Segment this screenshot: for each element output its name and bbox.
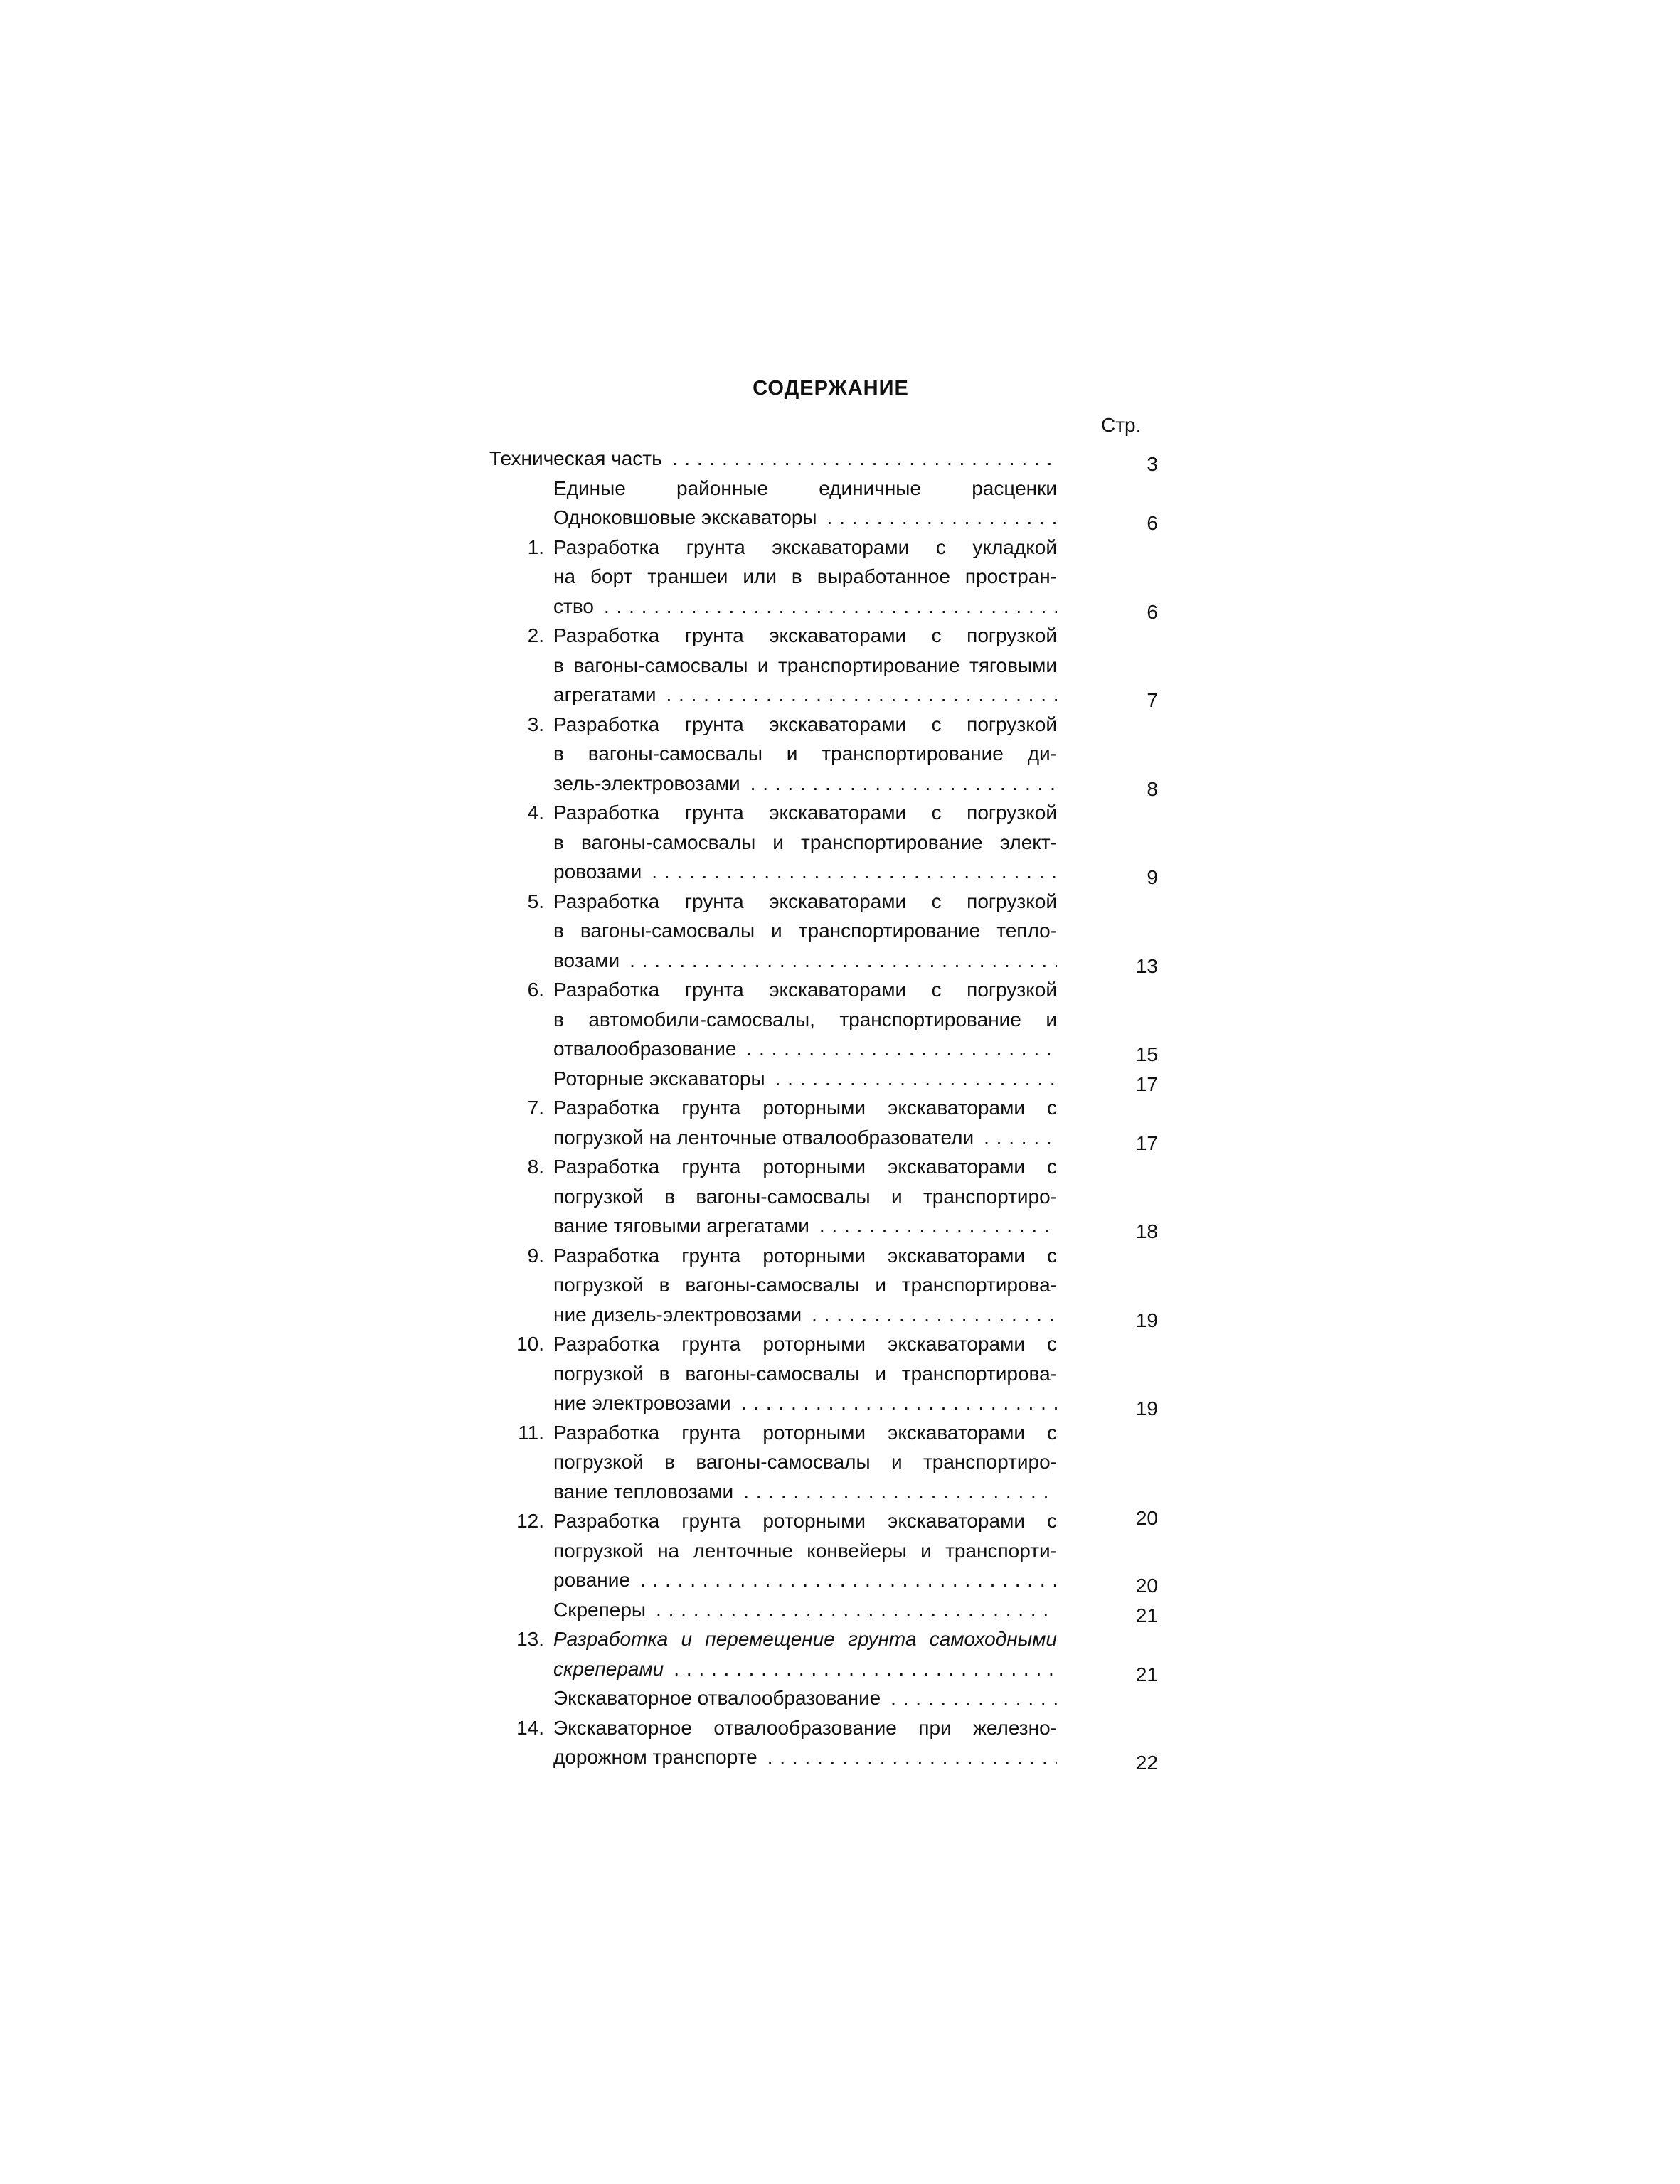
toc-entry-line-leader: Экскаваторное отвалообразование . . .	[553, 1683, 1057, 1713]
toc-entry-line-leader: погрузкой на ленточные отвалообразователи . . .	[553, 1123, 1057, 1153]
dot-leader	[652, 857, 1057, 887]
toc-entry-line: погрузкой на ленточные конвейеры и транспорти-	[553, 1539, 1057, 1562]
toc-entry-line: Разработка грунта экскаваторами с погрузкой	[553, 801, 1057, 824]
toc-entry-number: 3.	[527, 713, 544, 735]
page-column-header: Стр.	[1101, 414, 1142, 436]
toc-entry-line-leader: скреперами . . .	[553, 1654, 1057, 1684]
toc-entry	[489, 1152, 1172, 1241]
dot-leader	[666, 680, 1057, 710]
toc-entry-line: на борт траншеи или в выработанное простран-	[553, 565, 1057, 587]
toc-entry-line-leader: Одноковшовые экскаваторы . . .	[553, 503, 1057, 533]
toc-entry-number: 12.	[516, 1510, 544, 1532]
toc-entry-line-leader: ство . . .	[553, 592, 1057, 622]
dot-leader	[656, 1595, 1057, 1625]
toc-entry-line: Разработка грунта роторными экскаваторами с	[553, 1510, 1057, 1532]
toc-entry-line: погрузкой в вагоны-самосвалы и транспортиро-	[553, 1451, 1057, 1473]
toc-entries	[489, 444, 1172, 1772]
toc-entry-number: 13.	[516, 1628, 544, 1650]
toc-entry-page: 8	[1147, 777, 1158, 800]
toc-entry-line: в вагоны-самосвалы и транспортирование тяговыми	[553, 654, 1057, 676]
toc-entry-line: Разработка грунта роторными экскаваторами с	[553, 1333, 1057, 1355]
toc-entry-line: погрузкой в вагоны-самосвалы и транспортирова-	[553, 1362, 1057, 1385]
dot-leader	[674, 1654, 1057, 1684]
toc-entry-line-leader: возами . . .	[553, 946, 1057, 976]
toc-entry-line-leader: ние электровозами . . .	[553, 1388, 1057, 1418]
toc-entry-page: 17	[1135, 1131, 1158, 1154]
dot-leader	[890, 1683, 1057, 1713]
toc-entry-line: в вагоны-самосвалы и транспортирование тепло-	[553, 920, 1057, 942]
toc-entry-line-leader: зель-электровозами . . .	[553, 769, 1057, 799]
toc-entry	[489, 444, 1172, 474]
toc-entry-page: 19	[1135, 1397, 1158, 1419]
toc-entry-line: Разработка грунта экскаваторами с погрузкой	[553, 713, 1057, 735]
toc-entry	[489, 621, 1172, 710]
toc-entry-page: 13	[1135, 954, 1158, 977]
toc-entry	[489, 474, 1172, 533]
toc-entry-page: 6	[1147, 512, 1158, 534]
dot-leader	[746, 1034, 1057, 1064]
toc-entry-page: 9	[1147, 866, 1158, 888]
toc-entry-line-leader: вание тепловозами . . .	[553, 1477, 1057, 1507]
toc-entry-page: 18	[1135, 1220, 1158, 1242]
dot-leader	[741, 1388, 1057, 1418]
toc-entry-line: в автомобили-самосвалы, транспортирование и	[553, 1008, 1057, 1030]
toc-entry-page: 6	[1147, 600, 1158, 623]
toc-entry-line-leader: Техническая часть . . .	[489, 444, 1057, 474]
toc-entry-line: Разработка и перемещение грунта самоходными	[553, 1628, 1057, 1650]
toc-entry-number: 6.	[527, 979, 544, 1001]
toc-entry-line-leader: рование . . .	[553, 1565, 1057, 1595]
toc-entry-page: 3	[1147, 453, 1158, 475]
toc-entry-number: 9.	[527, 1244, 544, 1267]
toc-entry-line-leader: ровозами . . .	[553, 857, 1057, 887]
toc-entry-number: 2.	[527, 624, 544, 646]
toc-entry-line: погрузкой в вагоны-самосвалы и транспортиро-	[553, 1185, 1057, 1208]
toc-entry	[489, 533, 1172, 622]
toc-entry-line: Разработка грунта роторными экскаваторами с	[553, 1156, 1057, 1178]
toc-entry-line: Разработка грунта роторными экскаваторами с	[553, 1097, 1057, 1119]
toc-entry-line: Разработка грунта роторными экскаваторами с	[553, 1244, 1057, 1267]
toc-entry	[489, 710, 1172, 799]
dot-leader	[812, 1300, 1057, 1330]
toc-entry-line: в вагоны-самосвалы и транспортирование элект-	[553, 831, 1057, 853]
toc-entry	[489, 1506, 1172, 1595]
toc-entry-page: 15	[1135, 1043, 1158, 1065]
toc-entry-page: 19	[1135, 1309, 1158, 1331]
toc-entry-number: 8.	[527, 1156, 544, 1178]
toc-entry-line: Разработка грунта роторными экскаваторами с	[553, 1421, 1057, 1444]
toc-entry-page: 22	[1135, 1752, 1158, 1774]
toc-entry-number: 11.	[518, 1421, 544, 1444]
toc-entry	[489, 1683, 1172, 1713]
toc-entry-page: 20	[1135, 1507, 1158, 1529]
toc-entry	[489, 1329, 1172, 1418]
toc-entry	[489, 887, 1172, 976]
dot-leader	[640, 1565, 1057, 1595]
dot-leader	[672, 444, 1057, 474]
toc-entry-line-leader: агрегатами . . .	[553, 680, 1057, 710]
toc-entry-number: 7.	[527, 1097, 544, 1119]
toc-title: СОДЕРЖАНИЕ	[753, 377, 909, 400]
toc-entry-line: Разработка грунта экскаваторами с погрузкой	[553, 624, 1057, 646]
toc-entry-line: Разработка грунта экскаваторами с погрузкой	[553, 890, 1057, 912]
toc-entry-page: 20	[1135, 1575, 1158, 1597]
toc-entry-page: 17	[1135, 1072, 1158, 1095]
dot-leader	[984, 1123, 1057, 1153]
dot-leader	[629, 946, 1057, 976]
toc-entry	[489, 1064, 1172, 1094]
dot-leader	[819, 1211, 1057, 1241]
toc-entry-page: 7	[1147, 689, 1158, 711]
toc-entry-line-leader: дорожном транспорте . . .	[553, 1742, 1057, 1772]
toc-entry-line-leader: ние дизель-электровозами . . .	[553, 1300, 1057, 1330]
toc-entry	[489, 1713, 1172, 1772]
toc-entry	[489, 1418, 1172, 1507]
toc-entry-line-leader: отвалообразование . . .	[553, 1034, 1057, 1064]
toc-entry-line-leader: Скреперы . . .	[553, 1595, 1057, 1625]
dot-leader	[767, 1742, 1057, 1772]
dot-leader	[743, 1477, 1057, 1507]
toc-entry	[489, 975, 1172, 1064]
toc-entry-number: 4.	[527, 801, 544, 824]
toc-entry-number: 10.	[516, 1333, 544, 1355]
toc-entry-page: 21	[1135, 1604, 1158, 1626]
toc-entry	[489, 1241, 1172, 1330]
dot-leader	[827, 503, 1057, 533]
toc-entry-line: Экскаваторное отвалообразование при железно-	[553, 1716, 1057, 1739]
toc-entry-line-leader: Роторные экскаваторы . . .	[553, 1064, 1057, 1094]
toc-entry-line: Разработка грунта экскаваторами с укладкой	[553, 536, 1057, 558]
toc-entry	[489, 1093, 1172, 1152]
toc-entry-line: в вагоны-самосвалы и транспортирование ди-	[553, 742, 1057, 765]
toc-entry-line: Единые районные единичные расценки	[553, 476, 1057, 499]
toc-entry-number: 5.	[527, 890, 544, 912]
dot-leader	[775, 1064, 1057, 1094]
toc-entry	[489, 1624, 1172, 1683]
toc-entry-line-leader: вание тяговыми агрегатами . . .	[553, 1211, 1057, 1241]
toc-entry	[489, 1595, 1172, 1625]
toc-entry-number: 1.	[527, 536, 544, 558]
toc-entry	[489, 798, 1172, 887]
toc-entry-line: Разработка грунта экскаваторами с погрузкой	[553, 979, 1057, 1001]
toc-entry-line: погрузкой в вагоны-самосвалы и транспортирова-	[553, 1274, 1057, 1296]
dot-leader	[604, 592, 1057, 622]
toc-entry-number: 14.	[516, 1716, 544, 1739]
toc-entry-page: 21	[1135, 1663, 1158, 1685]
dot-leader	[750, 769, 1057, 799]
